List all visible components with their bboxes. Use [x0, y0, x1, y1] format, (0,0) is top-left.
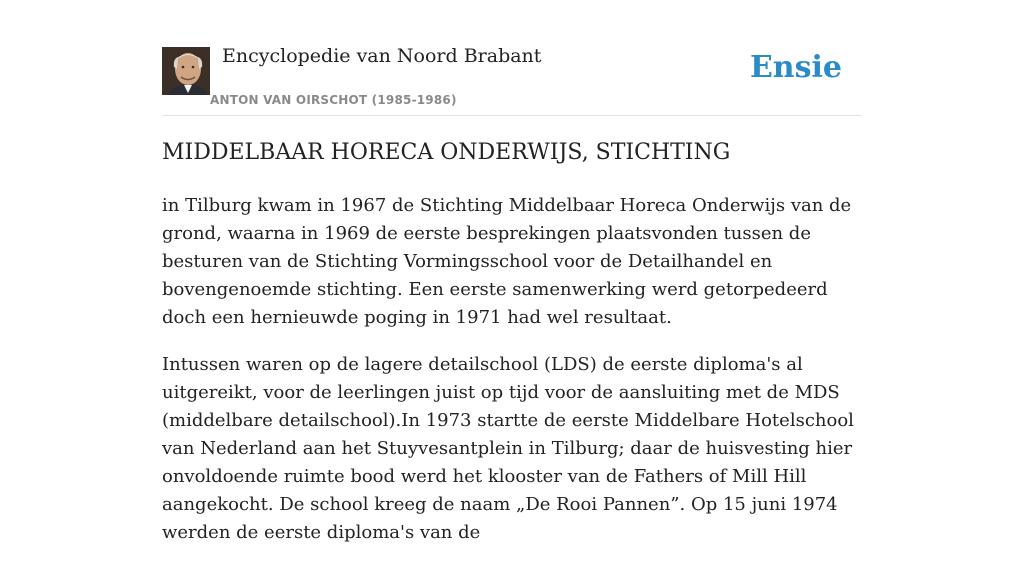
article-body: [162, 192, 864, 566]
article-title: MIDDELBAAR HORECA ONDERWIJS, STICHTING: [162, 140, 731, 165]
article-paragraph: Intussen waren op de lagere detailschool (LDS) de eerste diploma's al uitgereikt, voor de leerlingen juist op tijd voor de aansluiting met de MDS (middelbare detailschool).In 1973 startte de eerste Middelbare Hotelschool van Nederland aan het Stuyvesantplein in Tilburg; daar de huisvesting hier onvoldoende ruimte bood werd het klooster van de Fathers of Mill Hill aangekocht. De school kreeg de naam „De Rooi Pannen”. Op 15 juni 1974 werden de eerste diploma's van de: [162, 354, 854, 543]
avatar-portrait-icon: [162, 47, 210, 95]
site-title[interactable]: Encyclopedie van Noord Brabant: [222, 45, 542, 67]
article-paragraph: in Tilburg kwam in 1967 de Stichting Middelbaar Horeca Onderwijs van de grond, waarna in 1969 de eerste besprekingen plaatsvonden tussen de besturen van de Stichting Vormingsschool voor de Detailhandel en bovengenoemde stichting. Een eerste samenwerking werd getorpedeerd doch een hernieuwde poging in 1971 had wel resultaat.: [162, 195, 852, 328]
author-avatar[interactable]: [162, 47, 210, 95]
article-header: [162, 0, 862, 116]
author-name[interactable]: ANTON VAN OIRSCHOT (1985-1986): [210, 93, 457, 107]
brand-logo[interactable]: Ensie: [749, 50, 842, 85]
content-container: [162, 0, 862, 543]
